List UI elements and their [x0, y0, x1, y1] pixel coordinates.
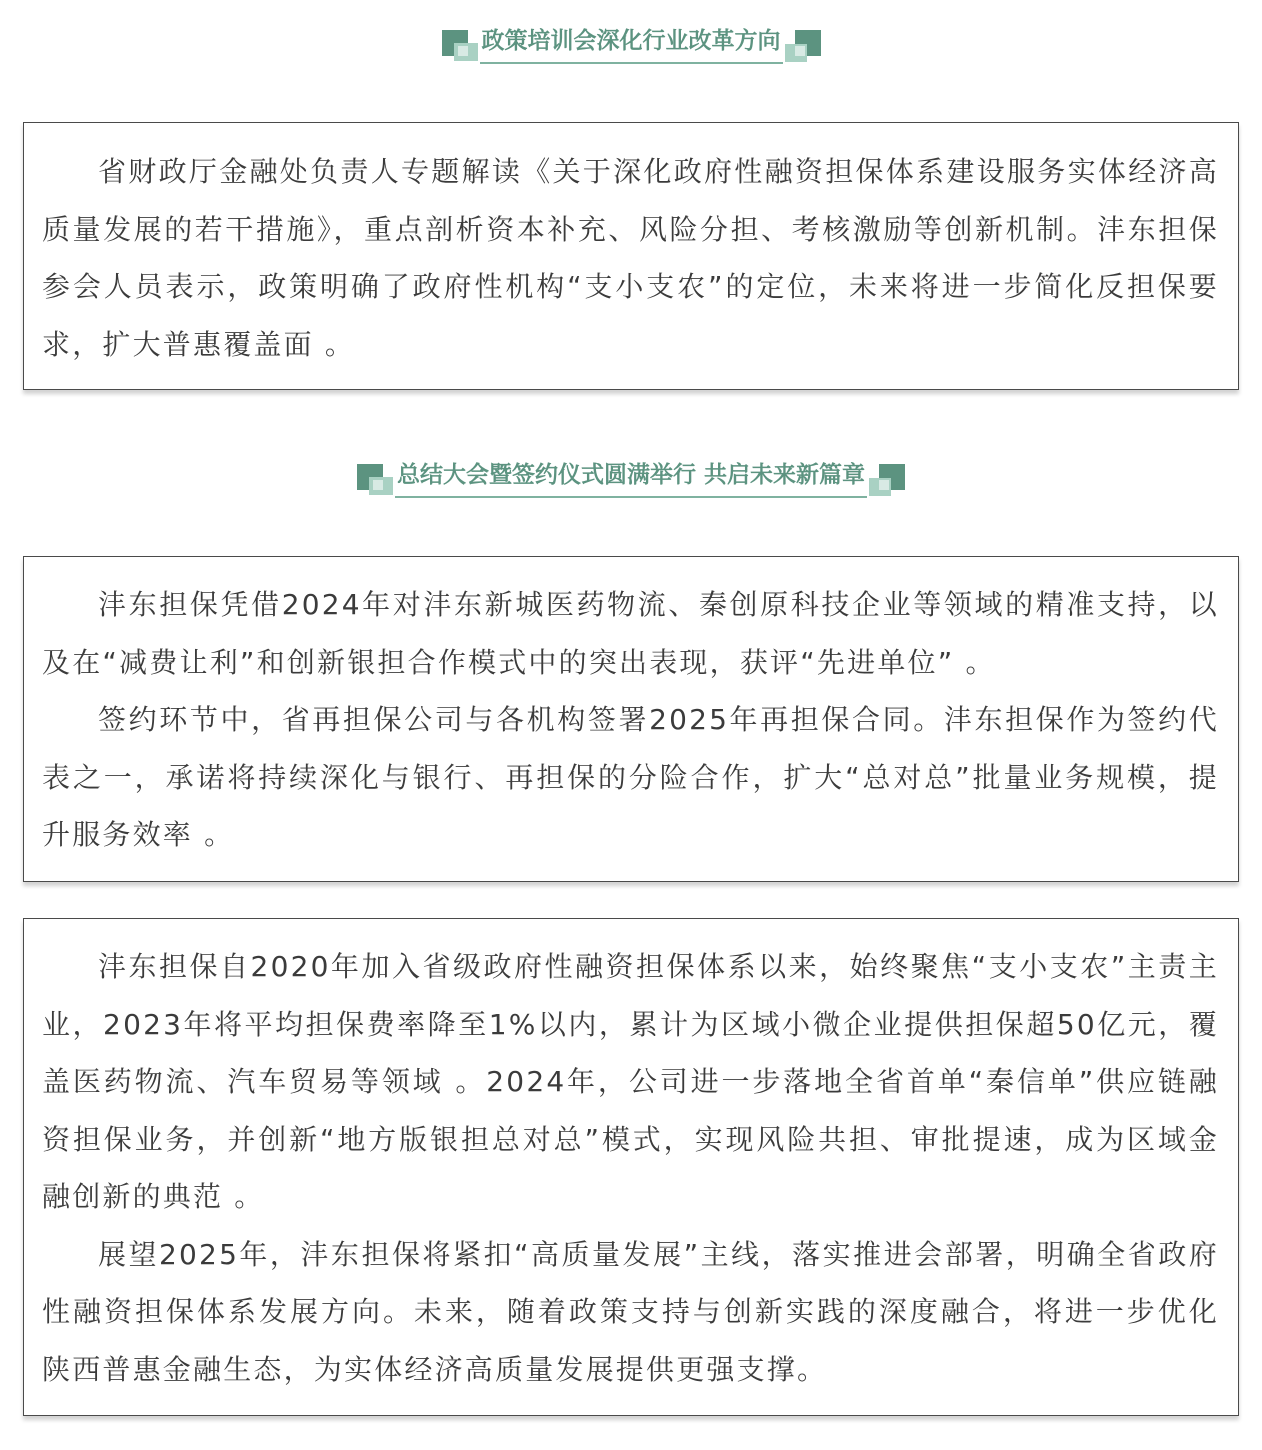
text-box-policy: [23, 122, 1239, 390]
text-box-summary: [23, 556, 1239, 882]
section-heading: 总结大会暨签约仪式圆满举行 共启未来新篇章: [395, 460, 867, 498]
section-title-summary-signing: [0, 460, 1262, 500]
paragraph: 沣东担保自2020年加入省级政府性融资担保体系以来，始终聚焦“支小支农”主责主业，2023年将平均担保费率降至1%以内，累计为区域小微企业提供担保超50亿元，覆盖医药物流、汽车贸易等领域 。2024年，公司进一步落地全省首单“秦信单”供应链融资担保业务，并创新“地方版银担总对总”模式，实现风险共担、审批提速，成为区域金融创新的典范 。: [42, 950, 1219, 1213]
text-box-outlook: [23, 918, 1239, 1416]
paragraph: 沣东担保凭借2024年对沣东新城医药物流、秦创原科技企业等领域的精准支持，以及在“减费让利”和创新银担合作模式中的突出表现，获评“先进单位” 。: [42, 588, 1219, 679]
decorative-squares-icon: [867, 460, 905, 500]
title-wrap: [442, 26, 821, 66]
decorative-squares-icon: [442, 26, 480, 66]
section-title-policy-training: [0, 26, 1262, 66]
paragraph: 签约环节中，省再担保公司与各机构签署2025年再担保合同。沣东担保作为签约代表之一，承诺将持续深化与银行、再担保的分险合作，扩大“总对总”批量业务规模，提升服务效率 。: [42, 703, 1219, 851]
paragraph: 展望2025年，沣东担保将紧扣“高质量发展”主线，落实推进会部署，明确全省政府性融资担保体系发展方向。未来，随着政策支持与创新实践的深度融合，将进一步优化陕西普惠金融生态，为实体经济高质量发展提供更强支撑。: [42, 1237, 1219, 1386]
decorative-squares-icon: [783, 26, 821, 66]
section-heading: 政策培训会深化行业改革方向: [480, 26, 783, 64]
title-wrap: [357, 460, 905, 500]
decorative-squares-icon: [357, 460, 395, 500]
paragraph: 省财政厅金融处负责人专题解读《关于深化政府性融资担保体系建设服务实体经济高质量发展的若干措施》，重点剖析资本补充、风险分担、考核激励等创新机制。沣东担保参会人员表示，政策明确了政府性机构“支小支农”的定位，未来将进一步简化反担保要求，扩大普惠覆盖面 。: [42, 155, 1219, 361]
